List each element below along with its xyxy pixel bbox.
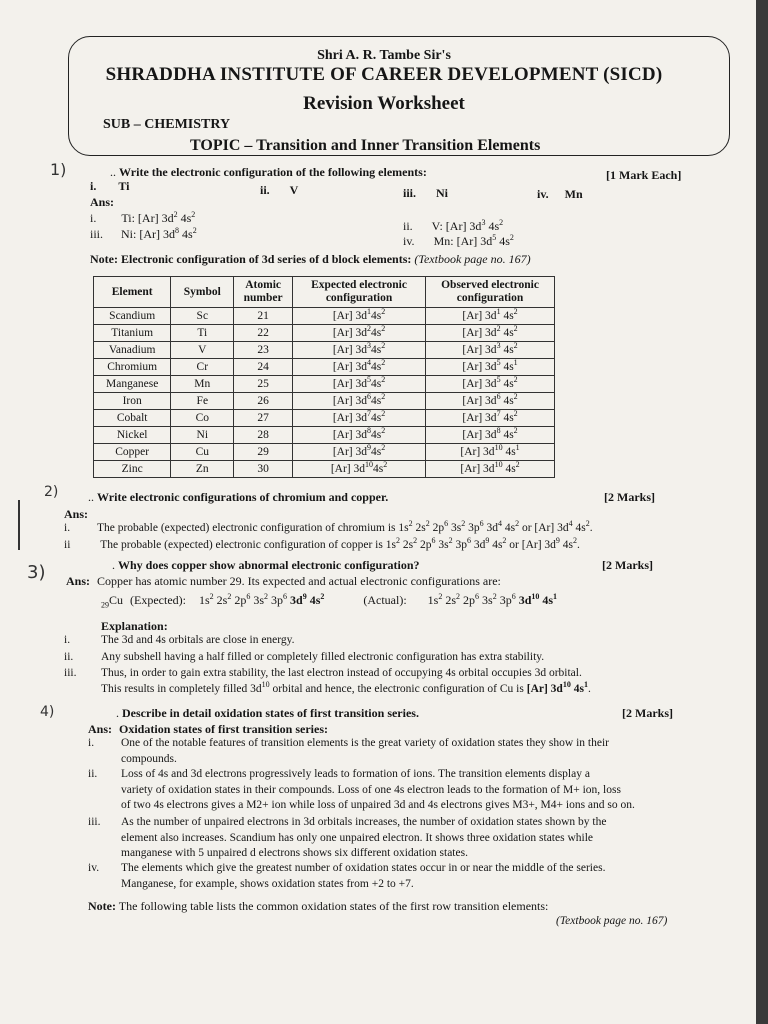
- q4-point-num: iv.: [88, 862, 100, 874]
- right-edge-shadow: [756, 0, 768, 1024]
- note1: Note: Electronic configuration of 3d series of d block elements: (Textbook page no. 167): [90, 252, 531, 266]
- cell-observed: [Ar] $3d^8$ $4s^2$: [426, 427, 555, 444]
- cell-observed: [Ar] $3d^1$ $4s^2$: [426, 308, 555, 325]
- cell-atomic: 30: [234, 461, 293, 478]
- config-table: [93, 276, 555, 478]
- q2-line-1: i. The probable (expected) electronic configuration of chromium is $1s^2$ $2s^2$ $2p^6$ $3s^2$ $3p^6$ $3d^4$ $4s^2$ or [Ar] $3d^4$ $4s^2$.: [64, 519, 593, 534]
- table-row: [94, 376, 555, 393]
- q1-answer-2: ii. V: [Ar] $3d^3$ $4s^2$: [403, 218, 504, 233]
- cell-atomic: 28: [234, 427, 293, 444]
- q4-point-num: i.: [88, 737, 95, 749]
- cell-observed: [Ar] $3d^7$ $4s^2$: [426, 410, 555, 427]
- q1-opt-3: iii. Ni: [403, 186, 449, 200]
- margin-mark-1: 1): [50, 160, 67, 179]
- q4-point-num: ii.: [88, 768, 98, 780]
- cell-atomic: 21: [234, 308, 293, 325]
- cell-expected: [Ar] $3d^44s^2$: [293, 359, 426, 376]
- cell-atomic: 27: [234, 410, 293, 427]
- cell-symbol: Sc: [171, 308, 234, 325]
- cell-observed: [Ar] $3d^6$ $4s^2$: [426, 393, 555, 410]
- q1-ans-label: Ans:: [90, 195, 115, 209]
- cell-expected: [Ar] $3d^64s^2$: [293, 393, 426, 410]
- q1-question: Write the electronic configuration of the following elements:: [119, 165, 427, 179]
- q4-point-line: As the number of unpaired electrons in 3d orbitals increases, the number of oxidation states shown by the: [121, 816, 607, 828]
- q4-point-line: Loss of 4s and 3d electrons progressively leads to formation of ions. The transition elements display a: [121, 768, 590, 780]
- q4-point-line: of two 4s electrons gives a M2+ ion while loss of unpaired 3d and 4s electrons gives M3+, M4+ ions and so on.: [121, 799, 635, 811]
- q3-point-1: i. The 3d and 4s orbitals are close in energy.: [64, 634, 295, 646]
- table-row: [94, 359, 555, 376]
- table-row: [94, 342, 555, 359]
- q4-point-line: variety of oxidation states in their compounds. Loss of one 4s electron leads to the formation of M+ ion, loss: [121, 783, 621, 796]
- q3-question: Why does copper show abnormal electronic configuration?: [118, 558, 420, 572]
- cell-observed: [Ar] $3d^2$ $4s^2$: [426, 325, 555, 342]
- q3-prefix: .: [112, 558, 115, 572]
- cell-atomic: 24: [234, 359, 293, 376]
- cell-observed: [Ar] $3d^5$ $4s^2$: [426, 376, 555, 393]
- q3-marks: [2 Marks]: [602, 558, 653, 572]
- q4-point-line: Manganese, for example, shows oxidation states from +2 to +7.: [121, 877, 414, 890]
- table-row: [94, 393, 555, 410]
- cell-expected: [Ar] $3d^54s^2$: [293, 376, 426, 393]
- col-symbol: Symbol: [171, 277, 234, 308]
- cell-symbol: V: [171, 342, 234, 359]
- margin-mark-4: 4): [40, 704, 55, 720]
- cell-element: Zinc: [94, 461, 171, 478]
- cell-symbol: Ni: [171, 427, 234, 444]
- subject-label: SUB – CHEMISTRY: [103, 117, 231, 132]
- q1-answer-3: iii. Ni: [Ar] $3d^8$ $4s^2$: [90, 226, 197, 241]
- cell-expected: [Ar] $3d^94s^2$: [293, 444, 426, 461]
- cell-observed: [Ar] $3d^{10}$ $4s^2$: [426, 461, 555, 478]
- cell-symbol: Cr: [171, 359, 234, 376]
- q1-answer-4: iv. Mn: [Ar] $3d^5$ $4s^2$: [403, 233, 514, 248]
- q2-ans-label: Ans:: [64, 507, 89, 521]
- table-row: [94, 410, 555, 427]
- cell-element: Nickel: [94, 427, 171, 444]
- col-atomic: Atomic number: [234, 277, 293, 308]
- margin-bracket: [18, 500, 20, 550]
- cell-element: Chromium: [94, 359, 171, 376]
- cell-element: Copper: [94, 444, 171, 461]
- cell-atomic: 25: [234, 376, 293, 393]
- config-table-body: [94, 308, 555, 478]
- q4-marks: [2 Marks]: [622, 706, 673, 720]
- cell-atomic: 22: [234, 325, 293, 342]
- q1-prefix: ..: [110, 165, 116, 179]
- q3-point-2: ii. Any subshell having a half filled or completely filled electronic configuration has extra stability.: [64, 651, 545, 663]
- cell-expected: [Ar] $3d^34s^2$: [293, 342, 426, 359]
- margin-mark-2: 2): [44, 484, 59, 500]
- q1-opt-2: ii. V: [260, 183, 299, 197]
- q4-heading: Ans: Oxidation states of first transition series:: [88, 722, 328, 736]
- q4-prefix: .: [116, 706, 119, 720]
- q3-result: This results in completely filled $3d^{10}$ orbital and hence, the electronic configuration of Cu is [Ar] $3d^{10}$ $4s^1$.: [101, 680, 591, 695]
- q2-prefix: ..: [88, 490, 94, 504]
- col-expected: Expected electronic configuration: [293, 277, 426, 308]
- q4-point-line: compounds.: [121, 752, 177, 765]
- cell-expected: [Ar] $3d^{10}4s^2$: [293, 461, 426, 478]
- worksheet-title: Revision Worksheet: [303, 93, 465, 114]
- q4-point-line: element also increases. Scandium has only one unpaired electron. It shows three oxidation states while: [121, 831, 594, 844]
- table-row: [94, 427, 555, 444]
- cell-expected: [Ar] $3d^14s^2$: [293, 308, 426, 325]
- col-observed: Observed electronic configuration: [426, 277, 555, 308]
- q1-marks: [1 Mark Each]: [606, 168, 682, 182]
- q4-point-line: One of the notable features of transition elements is the great variety of oxidation states they show in their: [121, 737, 609, 749]
- topic-label: TOPIC – Transition and Inner Transition Elements: [190, 137, 541, 154]
- q1-opt-4: iv. Mn: [537, 187, 583, 201]
- cell-symbol: Mn: [171, 376, 234, 393]
- institute-name: SHRADDHA INSTITUTE OF CAREER DEVELOPMENT (SICD): [105, 64, 663, 85]
- cell-expected: [Ar] $3d^24s^2$: [293, 325, 426, 342]
- q1-answer-1: i. Ti: [Ar] $3d^2$ $4s^2$: [90, 210, 196, 225]
- cell-symbol: Co: [171, 410, 234, 427]
- table-row: [94, 325, 555, 342]
- cell-symbol: Zn: [171, 461, 234, 478]
- cell-observed: [Ar] $3d^3$ $4s^2$: [426, 342, 555, 359]
- q1-opt-1: i. Ti: [90, 179, 130, 193]
- cell-element: Cobalt: [94, 410, 171, 427]
- q2-line-2: ii The probable (expected) electronic configuration of copper is $1s^2$ $2s^2$ $2p^6$ $3s^2$ $3p^6$ $3d^9$ $4s^2$ or [Ar] $3d^9$ $4s^2$.: [64, 536, 580, 551]
- q4-point-num: iii.: [88, 816, 101, 828]
- q3-intro: Ans: Copper has atomic number 29. Its expected and actual electronic configurations are:: [66, 574, 501, 588]
- q3-configs: $_{29}$Cu (Expected): $1s^2$ $2s^2$ $2p^6$ $3s^2$ $3p^6$ $3d^9$ $4s^2$ (Actual): $1s^2$ $2s^2$ $2p^6$ $3s^2$ $3p^6$ $3d^{10}$ $4s^1$: [101, 592, 558, 610]
- cell-atomic: 26: [234, 393, 293, 410]
- cell-observed: [Ar] $3d^{10}$ $4s^1$: [426, 444, 555, 461]
- q2-marks: [2 Marks]: [604, 490, 655, 504]
- table-row: [94, 461, 555, 478]
- cell-expected: [Ar] $3d^84s^2$: [293, 427, 426, 444]
- q4-point-line: manganese with 5 unpaired d electrons shows six different oxidation states.: [121, 847, 468, 859]
- q3-point-3: iii. Thus, in order to gain extra stability, the last electron instead of occupying 4s orbital occupies 3d orbital.: [64, 667, 582, 679]
- cell-element: Titanium: [94, 325, 171, 342]
- cell-element: Scandium: [94, 308, 171, 325]
- cell-atomic: 29: [234, 444, 293, 461]
- q3-expl-label: Explanation:: [101, 619, 168, 633]
- cell-symbol: Fe: [171, 393, 234, 410]
- q4-question: Describe in detail oxidation states of first transition series.: [122, 706, 419, 720]
- table-row: [94, 444, 555, 461]
- table-row: [94, 308, 555, 325]
- cell-symbol: Cu: [171, 444, 234, 461]
- note2: Note: The following table lists the common oxidation states of the first row transition elements:: [88, 899, 549, 913]
- cell-atomic: 23: [234, 342, 293, 359]
- cell-observed: [Ar] $3d^5$ $4s^1$: [426, 359, 555, 376]
- cell-element: Vanadium: [94, 342, 171, 359]
- teacher-name: Shri A. R. Tambe Sir's: [317, 48, 451, 63]
- margin-mark-3: 3): [27, 562, 46, 583]
- q4-point-line: The elements which give the greatest number of oxidation states occur in or near the middle of the series.: [121, 862, 606, 874]
- cell-expected: [Ar] $3d^74s^2$: [293, 410, 426, 427]
- cell-symbol: Ti: [171, 325, 234, 342]
- cell-element: Iron: [94, 393, 171, 410]
- note2-ref: (Textbook page no. 167): [556, 915, 668, 927]
- col-element: Element: [94, 277, 171, 308]
- cell-element: Manganese: [94, 376, 171, 393]
- q2-question: Write electronic configurations of chromium and copper.: [97, 490, 389, 504]
